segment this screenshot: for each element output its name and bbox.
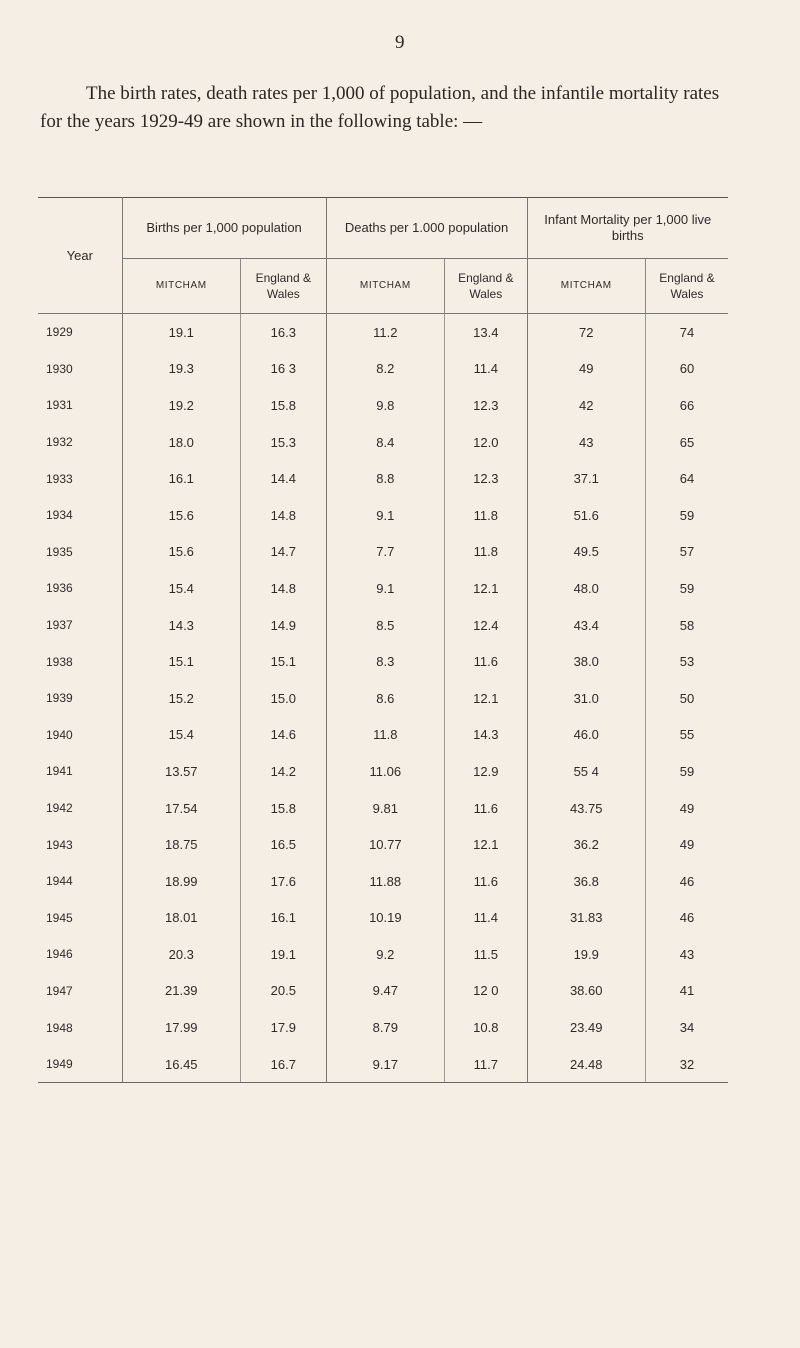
deaths-england-wales-cell: 12.1 [445,570,527,607]
births-england-wales-cell: 17.6 [240,863,326,900]
births-england-wales-cell: 16 3 [240,351,326,388]
infant-england-wales-cell: 34 [645,1009,728,1046]
deaths-mitcham-cell: 9.47 [326,973,444,1010]
births-england-wales-cell: 14.2 [240,753,326,790]
deaths-mitcham-cell: 11.06 [326,753,444,790]
infant-england-wales-cell: 49 [645,826,728,863]
births-mitcham-cell: 15.4 [168,727,194,743]
births-mitcham-cell: 18.75 [165,837,198,853]
infant-mitcham-cell: 31.83 [527,900,645,937]
births-england-wales-cell: 15.3 [240,424,326,461]
births-mitcham-cell: 13.57 [165,763,198,779]
births-england-wales-cell: 14.8 [240,497,326,534]
infant-mitcham-cell: 19.9 [527,936,645,973]
year-cell: 1935 [38,534,122,571]
births-mitcham-cell: 15.2 [168,690,194,706]
table-row [38,387,728,424]
year-cell: 1949 [38,1046,122,1083]
births-mitcham-cell: 19.3 [168,361,194,377]
births-england-wales-cell: 14.4 [240,460,326,497]
deaths-england-wales-cell: 11.6 [445,863,527,900]
vital-statistics-table-container [38,197,728,1083]
year-cell: 1942 [38,790,122,827]
births-england-wales-cell: 17.9 [240,1009,326,1046]
infant-mitcham-cell: 43.75 [527,790,645,827]
infant-england-wales-cell: 32 [645,1046,728,1083]
table-row [38,863,728,900]
deaths-england-wales-cell: 12.1 [445,826,527,863]
table-row [38,570,728,607]
births-mitcham-cell: 14.3 [168,617,194,633]
deaths-mitcham-cell: 8.4 [326,424,444,461]
births-england-wales-cell: 14.9 [240,607,326,644]
deaths-mitcham-cell: 8.5 [326,607,444,644]
deaths-england-wales-cell: 11.6 [445,790,527,827]
deaths-mitcham-header: MITCHAM [326,259,444,314]
infant-england-wales-cell: 58 [645,607,728,644]
infant-mitcham-cell: 72 [527,314,645,351]
year-cell: 1941 [38,753,122,790]
table-row [38,826,728,863]
births-england-wales-cell: 19.1 [240,936,326,973]
year-cell: 1931 [38,387,122,424]
deaths-mitcham-cell: 8.3 [326,643,444,680]
births-england-wales-cell: 15.8 [240,387,326,424]
infant-england-wales-cell: 66 [645,387,728,424]
deaths-mitcham-cell: 9.1 [326,497,444,534]
year-cell: 1933 [38,460,122,497]
sub-header-row [38,259,728,314]
year-cell: 1948 [38,1009,122,1046]
deaths-mitcham-cell: 10.19 [326,900,444,937]
table-row [38,351,728,388]
births-mitcham-cell: 15.6 [168,507,194,523]
births-mitcham-cell: 19.1 [168,324,194,340]
deaths-england-wales-cell: 12.1 [445,680,527,717]
group-header-row [38,198,728,259]
table-row [38,1009,728,1046]
births-mitcham-cell: 21.39 [165,983,198,999]
deaths-england-wales-cell: 12.0 [445,424,527,461]
births-mitcham-cell: 19.2 [168,397,194,413]
year-cell: 1943 [38,826,122,863]
infant-mortality-header: Infant Mortality per 1,000 live births [527,198,728,259]
table-row [38,900,728,937]
year-cell: 1937 [38,607,122,644]
infant-england-wales-cell: 55 [645,717,728,754]
year-cell: 1946 [38,936,122,973]
births-mitcham-cell: 18.01 [165,910,198,926]
year-cell: 1932 [38,424,122,461]
births-england-wales-cell: 16.7 [240,1046,326,1083]
infant-mitcham-cell: 36.2 [527,826,645,863]
deaths-england-wales-cell: 11.8 [445,497,527,534]
births-england-wales-cell: 20.5 [240,973,326,1010]
table-row [38,1046,728,1083]
deaths-header: Deaths per 1.000 population [326,198,527,259]
births-england-wales-cell: 14.8 [240,570,326,607]
table-row [38,936,728,973]
deaths-england-wales-header: England & Wales [445,259,527,314]
births-header: Births per 1,000 population [122,198,326,259]
deaths-mitcham-cell: 8.79 [326,1009,444,1046]
infant-mitcham-cell: 51.6 [527,497,645,534]
table-row [38,680,728,717]
deaths-england-wales-cell: 12.3 [445,387,527,424]
deaths-england-wales-cell: 13.4 [445,314,527,351]
births-mitcham-cell: 15.4 [168,580,194,596]
deaths-mitcham-cell: 7.7 [326,534,444,571]
infant-england-wales-cell: 50 [645,680,728,717]
infant-mitcham-cell: 23.49 [527,1009,645,1046]
births-mitcham-cell: 16.1 [168,471,194,487]
table-row [38,534,728,571]
births-mitcham-header: MITCHAM [122,259,240,314]
table-row [38,643,728,680]
year-cell: 1947 [38,973,122,1010]
table-row [38,607,728,644]
deaths-mitcham-cell: 9.1 [326,570,444,607]
infant-mitcham-header: MITCHAM [527,259,645,314]
infant-england-wales-cell: 59 [645,570,728,607]
infant-mitcham-cell: 43.4 [527,607,645,644]
year-cell: 1939 [38,680,122,717]
deaths-mitcham-cell: 11.2 [326,314,444,351]
births-mitcham-cell: 18.0 [168,434,194,450]
infant-mitcham-cell: 37.1 [527,460,645,497]
deaths-england-wales-cell: 12.9 [445,753,527,790]
infant-england-wales-cell: 74 [645,314,728,351]
infant-mitcham-cell: 55 4 [527,753,645,790]
deaths-england-wales-cell: 14.3 [445,717,527,754]
births-mitcham-cell: 17.54 [165,800,198,816]
births-mitcham-cell: 15.6 [168,544,194,560]
deaths-mitcham-cell: 8.6 [326,680,444,717]
deaths-england-wales-cell: 11.4 [445,900,527,937]
year-cell: 1930 [38,351,122,388]
deaths-england-wales-cell: 12.4 [445,607,527,644]
births-england-wales-cell: 15.8 [240,790,326,827]
births-england-wales-cell: 16.3 [240,314,326,351]
deaths-england-wales-cell: 11.4 [445,351,527,388]
table-row [38,460,728,497]
infant-england-wales-cell: 65 [645,424,728,461]
births-england-wales-cell: 15.1 [240,643,326,680]
deaths-mitcham-cell: 8.2 [326,351,444,388]
year-header: Year [38,198,122,314]
births-mitcham-cell: 16.45 [122,1046,240,1083]
table-row [38,314,728,351]
births-england-wales-cell: 14.7 [240,534,326,571]
births-england-wales-cell: 15.0 [240,680,326,717]
infant-mitcham-cell: 49 [527,351,645,388]
infant-england-wales-header: England & Wales [645,259,728,314]
table-row [38,973,728,1010]
infant-england-wales-cell: 60 [645,351,728,388]
table-row [38,790,728,827]
infant-england-wales-cell: 46 [645,863,728,900]
deaths-england-wales-cell: 11.7 [445,1046,527,1083]
deaths-mitcham-cell: 10.77 [326,826,444,863]
infant-mitcham-cell: 43 [527,424,645,461]
infant-england-wales-cell: 57 [645,534,728,571]
deaths-mitcham-cell: 9.8 [326,387,444,424]
infant-england-wales-cell: 49 [645,790,728,827]
infant-mitcham-cell: 48.0 [527,570,645,607]
deaths-england-wales-cell: 12.3 [445,460,527,497]
infant-england-wales-cell: 41 [645,973,728,1010]
infant-mitcham-cell: 31.0 [527,680,645,717]
births-england-wales-header: England & Wales [240,259,326,314]
infant-england-wales-cell: 53 [645,643,728,680]
year-cell: 1940 [38,717,122,754]
deaths-mitcham-cell: 8.8 [326,460,444,497]
deaths-mitcham-cell: 9.2 [326,936,444,973]
births-england-wales-cell: 16.5 [240,826,326,863]
deaths-mitcham-cell: 9.81 [326,790,444,827]
births-mitcham-cell: 17.99 [165,1020,198,1036]
infant-england-wales-cell: 64 [645,460,728,497]
infant-england-wales-cell: 46 [645,900,728,937]
table-row [38,497,728,534]
intro-paragraph: The birth rates, death rates per 1,000 of population, and the infantile mortality rates for the years 1929-49 are shown in the following table: — [40,83,720,132]
infant-mitcham-cell: 49.5 [527,534,645,571]
deaths-mitcham-cell: 11.88 [326,863,444,900]
infant-england-wales-cell: 43 [645,936,728,973]
year-cell: 1929 [38,314,122,351]
infant-england-wales-cell: 59 [645,753,728,790]
deaths-england-wales-cell: 11.8 [445,534,527,571]
deaths-england-wales-cell: 10.8 [445,1009,527,1046]
table-row [38,424,728,461]
year-cell: 1936 [38,570,122,607]
infant-mitcham-cell: 38.60 [527,973,645,1010]
births-england-wales-cell: 16.1 [240,900,326,937]
deaths-mitcham-cell: 11.8 [326,717,444,754]
deaths-mitcham-cell: 9.17 [326,1046,444,1083]
table-body [38,314,728,1083]
infant-mitcham-cell: 24.48 [527,1046,645,1083]
table-row [38,717,728,754]
births-mitcham-cell: 20.3 [168,946,194,962]
year-cell: 1934 [38,497,122,534]
deaths-england-wales-cell: 11.6 [445,643,527,680]
births-mitcham-cell: 18.99 [165,873,198,889]
infant-mitcham-cell: 46.0 [527,717,645,754]
year-cell: 1944 [38,863,122,900]
deaths-england-wales-cell: 11.5 [445,936,527,973]
births-mitcham-cell: 15.1 [168,654,194,670]
table-row [38,753,728,790]
page-number: 9 [395,32,405,53]
vital-statistics-table [38,197,728,1083]
infant-mitcham-cell: 36.8 [527,863,645,900]
deaths-england-wales-cell: 12 0 [445,973,527,1010]
year-cell: 1938 [38,643,122,680]
year-cell: 1945 [38,900,122,937]
infant-england-wales-cell: 59 [645,497,728,534]
infant-mitcham-cell: 38.0 [527,643,645,680]
births-england-wales-cell: 14.6 [240,717,326,754]
infant-mitcham-cell: 42 [527,387,645,424]
